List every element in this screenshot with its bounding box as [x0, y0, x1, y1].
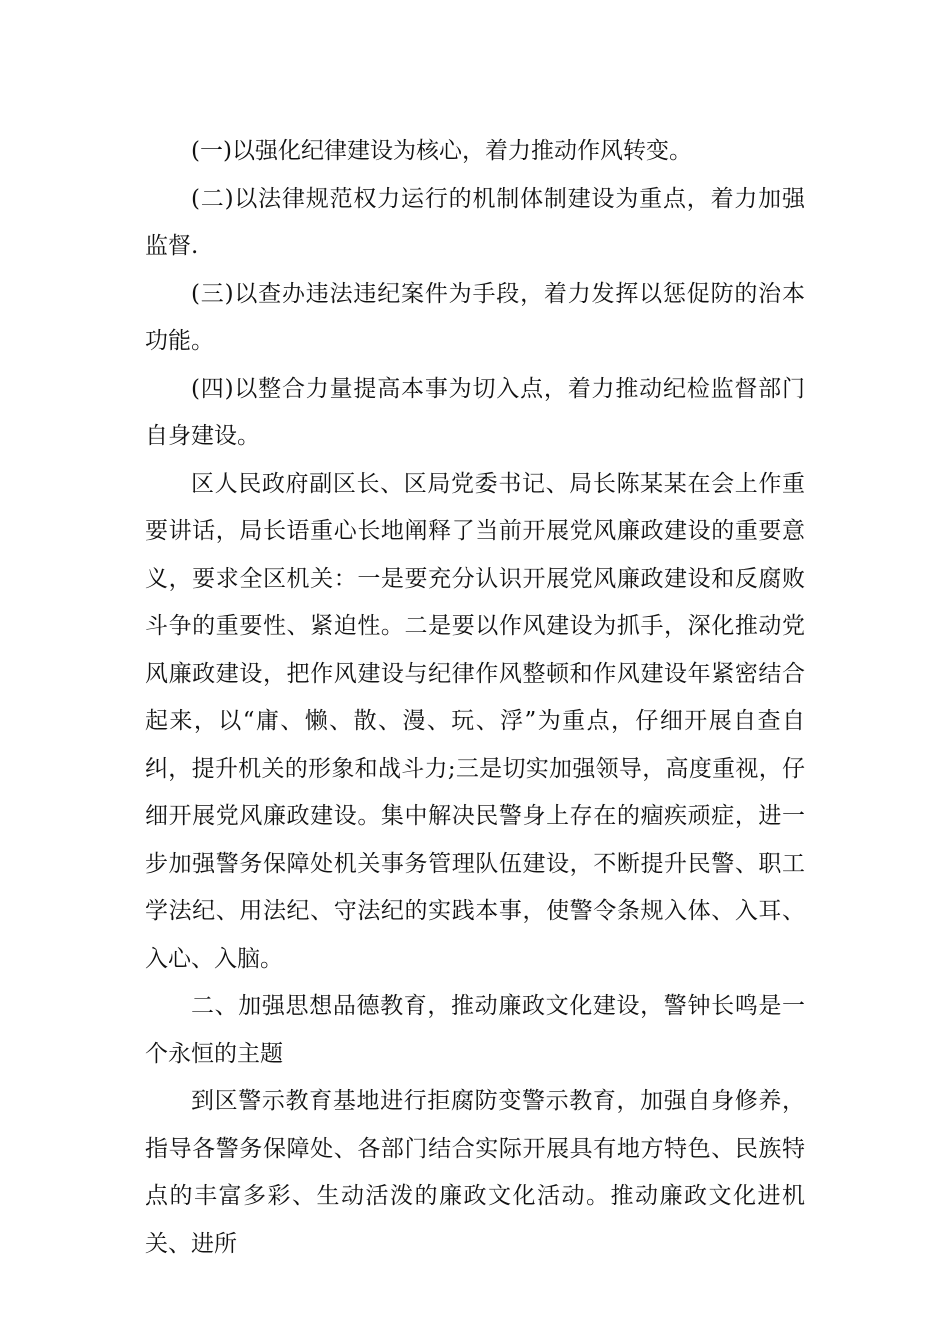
section-heading-2: 二、加强思想品德教育，推动廉政文化建设，警钟长鸣是一个永恒的主题: [145, 993, 805, 1067]
paragraph-item-3: (三)以查办违法违纪案件为手段，着力发挥以惩促防的治本功能。: [145, 280, 805, 354]
document-body: [145, 128, 805, 1268]
paragraph-speech: 区人民政府副区长、区局党委书记、局长陈某某在会上作重要讲话，局长语重心长地阐释了当前开展党风廉政建设的重要意义，要求全区机关：一是要充分认识开展党风廉政建设和反腐败斗争的重要性、紧迫性。二是要以作风建设为抓手，深化推动党风廉政建设，把作风建设与纪律作风整顿和作风建设年紧密结合起来，以“庸、懒、散、漫、玩、浮”为重点，仔细开展自查自纠，提升机关的形象和战斗力;三是切实加强领导，高度重视，仔细开展党风廉政建设。集中解决民警身上存在的痼疾顽症，进一步加强警务保障处机关事务管理队伍建设，不断提升民警、职工学法纪、用法纪、守法纪的实践本事，使警令条规入体、入耳、入心、入脑。: [145, 470, 805, 972]
paragraph-education: 到区警示教育基地进行拒腐防变警示教育，加强自身修养，指导各警务保障处、各部门结合实际开展具有地方特色、民族特点的丰富多彩、生动活泼的廉政文化活动。推动廉政文化进机关、进所: [145, 1088, 805, 1257]
paragraph-item-1: (一)以强化纪律建设为核心，着力推动作风转变。: [191, 138, 692, 164]
paragraph-item-4: (四)以整合力量提高本事为切入点，着力推动纪检监督部门自身建设。: [145, 375, 805, 449]
paragraph-item-2: (二)以法律规范权力运行的机制体制建设为重点，着力加强监督.: [145, 185, 805, 259]
